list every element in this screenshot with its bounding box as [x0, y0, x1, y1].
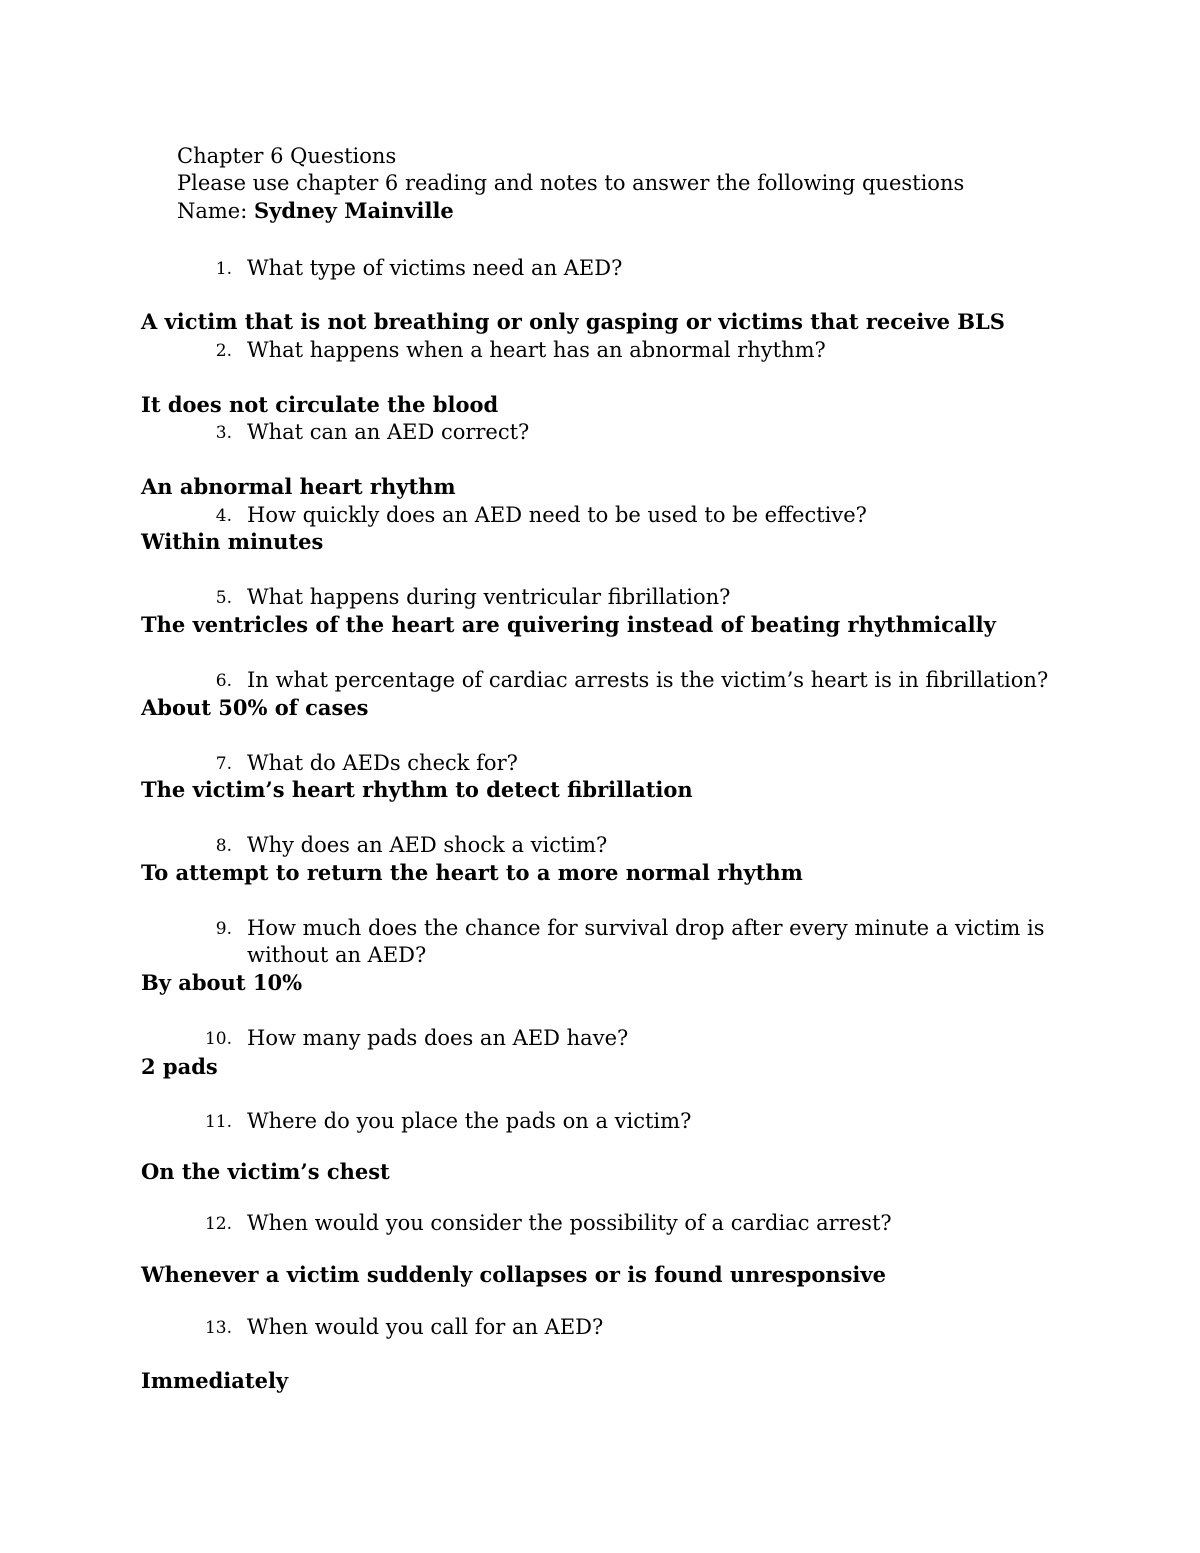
- question-number: 2.: [215, 341, 232, 361]
- answer-text: 2 pads: [141, 1054, 218, 1079]
- question-number: 11.: [204, 1112, 232, 1132]
- answer-text: On the victim’s chest: [141, 1159, 390, 1184]
- question-text: What do AEDs check for?: [247, 751, 518, 775]
- question-number: 6.: [215, 671, 232, 691]
- question-number: 13.: [204, 1318, 232, 1338]
- answer-text: A victim that is not breathing or only gasping or victims that receive BLS: [141, 309, 1005, 334]
- question-text: How much does the chance for survival drop after every minute a victim is: [247, 916, 1045, 940]
- question-text-line2: without an AED?: [247, 943, 427, 967]
- question-number: 9.: [215, 919, 232, 939]
- question-text: What type of victims need an AED?: [247, 256, 623, 280]
- document-title: Chapter 6 Questions: [177, 144, 397, 168]
- question-number: 10.: [204, 1029, 232, 1049]
- instructions: Please use chapter 6 reading and notes to answer the following questions: [177, 171, 965, 195]
- name-value: Sydney Mainville: [254, 198, 454, 223]
- question-number: 12.: [204, 1214, 232, 1234]
- answer-text: Whenever a victim suddenly collapses or is found unresponsive: [141, 1262, 886, 1287]
- question-text: What happens during ventricular fibrillation?: [247, 585, 731, 609]
- question-number: 7.: [215, 754, 232, 774]
- question-text: How many pads does an AED have?: [247, 1026, 629, 1050]
- question-number: 5.: [215, 588, 232, 608]
- name-label: Name:: [177, 199, 248, 223]
- question-number: 3.: [215, 423, 232, 443]
- student-name: [177, 198, 454, 224]
- answer-text: To attempt to return the heart to a more normal rhythm: [141, 860, 803, 885]
- question-text: Why does an AED shock a victim?: [247, 833, 608, 857]
- answer-text: Within minutes: [141, 529, 324, 554]
- question-text: How quickly does an AED need to be used to be effective?: [247, 503, 867, 527]
- answer-text: It does not circulate the blood: [141, 392, 499, 417]
- answer-text: The victim’s heart rhythm to detect fibrillation: [141, 777, 693, 802]
- question-number: 4.: [215, 506, 232, 526]
- answer-text: An abnormal heart rhythm: [141, 474, 456, 499]
- question-text: When would you consider the possibility of a cardiac arrest?: [247, 1211, 892, 1235]
- answer-text: Immediately: [141, 1368, 289, 1393]
- answer-text: About 50% of cases: [141, 695, 369, 720]
- answer-text: The ventricles of the heart are quivering instead of beating rhythmically: [141, 612, 996, 637]
- question-text: What can an AED correct?: [247, 420, 530, 444]
- question-number: 8.: [215, 836, 232, 856]
- answer-text: By about 10%: [141, 970, 303, 995]
- question-text: When would you call for an AED?: [247, 1315, 604, 1339]
- question-text: Where do you place the pads on a victim?: [247, 1109, 692, 1133]
- question-text: In what percentage of cardiac arrests is the victim’s heart is in fibrillation?: [247, 668, 1049, 692]
- question-number: 1.: [215, 259, 232, 279]
- question-text: What happens when a heart has an abnormal rhythm?: [247, 338, 826, 362]
